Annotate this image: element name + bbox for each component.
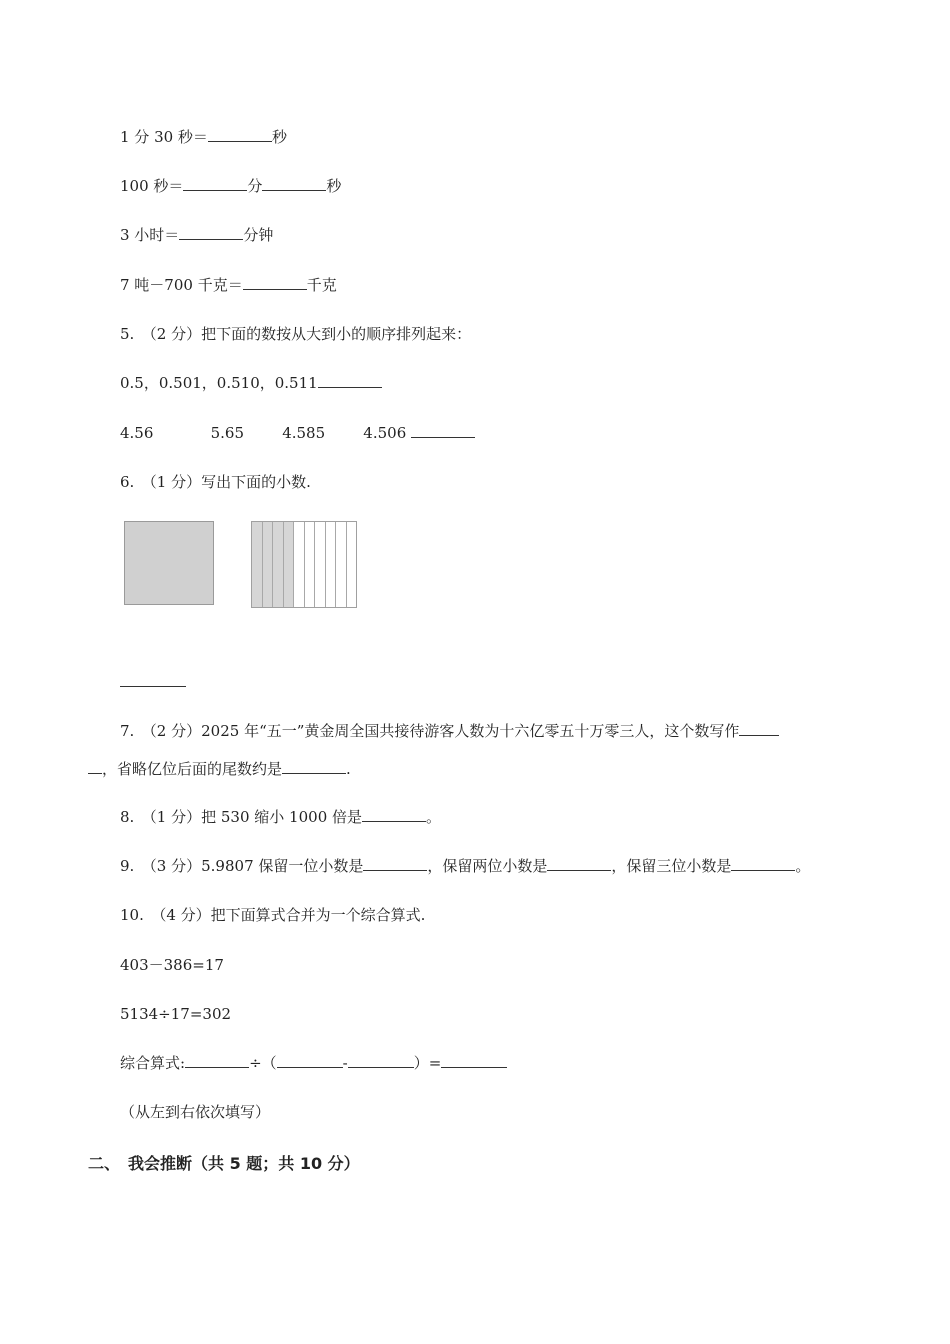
conversion-4: [120, 275, 337, 295]
combined-equation: [120, 1053, 507, 1073]
question-9-end: 。: [795, 857, 811, 875]
conversion-3: [120, 225, 273, 245]
conversion-4-text: 7 吨－700 千克＝: [120, 276, 243, 294]
question-6-title: 6. （1 分）写出下面的小数.: [120, 473, 311, 491]
answer-blank[interactable]: [362, 807, 426, 822]
shaded-strip: [252, 522, 263, 607]
number-item: 5.65: [210, 424, 245, 442]
question-7-text: 7. （2 分）2025 年“五一”黄金周全国共接待游客人数为十六亿零五十万零三人，这个数写作: [120, 722, 740, 740]
question-9-text-2: ，保留两位小数是: [427, 857, 548, 875]
combined-label: 综合算式:: [120, 1054, 186, 1072]
answer-blank[interactable]: [411, 423, 475, 438]
empty-strip: [305, 522, 316, 607]
answer-blank[interactable]: [282, 759, 346, 774]
shaded-strip: [284, 522, 295, 607]
question-8-end: 。: [426, 808, 442, 826]
answer-blank[interactable]: [179, 225, 243, 240]
fill-order-note: （从左到右依次填写）: [120, 1103, 271, 1121]
answer-blank[interactable]: [120, 686, 186, 687]
answer-blank[interactable]: [363, 856, 427, 871]
equation-1: 403－386=17: [120, 956, 224, 974]
question-9: [120, 856, 810, 876]
question-7-tail: ，省略亿位后面的尾数约是: [102, 760, 283, 778]
minus-symbol: -: [342, 1054, 348, 1072]
empty-strip: [336, 522, 347, 607]
question-7-end: .: [346, 760, 351, 778]
question-10-title: 10. （4 分）把下面算式合并为一个综合算式.: [120, 906, 426, 924]
answer-blank[interactable]: [731, 856, 795, 871]
answer-blank[interactable]: [208, 127, 272, 142]
conversion-3-text: 3 小时＝: [120, 226, 180, 244]
answer-blank[interactable]: [318, 373, 382, 388]
empty-strip: [294, 522, 305, 607]
number-item: 4.585: [282, 424, 326, 442]
number-item: 4.56: [120, 424, 154, 442]
question-9-text-3: ，保留三位小数是: [611, 857, 732, 875]
equals-symbol: ）=: [413, 1054, 442, 1072]
answer-blank[interactable]: [185, 1053, 249, 1068]
answer-blank[interactable]: [88, 759, 102, 774]
number-item: 4.506: [363, 424, 407, 442]
strip-square-figure: [251, 521, 357, 608]
shaded-strip: [263, 522, 274, 607]
empty-strip: [326, 522, 337, 607]
answer-blank[interactable]: [262, 176, 326, 191]
question-9-text: 9. （3 分）5.9807 保留一位小数是: [120, 857, 364, 875]
answer-blank[interactable]: [243, 275, 307, 290]
question-7-line-1: [120, 721, 779, 741]
answer-blank[interactable]: [739, 721, 779, 736]
conversion-4-unit: 千克: [306, 276, 337, 294]
division-symbol: ÷（: [249, 1054, 277, 1072]
shaded-square-figure: [124, 521, 214, 605]
conversion-2-text: 100 秒＝: [120, 177, 184, 195]
conversion-2-unit-1: 分: [247, 177, 263, 195]
empty-strip: [347, 522, 357, 607]
conversion-3-unit: 分钟: [243, 226, 274, 244]
question-5-row-1: [120, 373, 382, 393]
conversion-1-unit: 秒: [271, 128, 287, 146]
equation-2: 5134÷17=302: [120, 1005, 232, 1023]
question-7-line-2: [88, 759, 351, 779]
answer-blank[interactable]: [183, 176, 247, 191]
question-5-title: 5. （2 分）把下面的数按从大到小的顺序排列起来：: [120, 325, 472, 343]
conversion-2-unit-2: 秒: [326, 177, 342, 195]
empty-strip: [315, 522, 326, 607]
question-5-row-2: [120, 423, 475, 443]
shaded-strip: [273, 522, 284, 607]
section-2-heading: 二、 我会推断（共 5 题；共 10 分）: [88, 1154, 360, 1173]
conversion-1-text: 1 分 30 秒＝: [120, 128, 208, 146]
answer-blank[interactable]: [277, 1053, 343, 1068]
question-8: [120, 807, 441, 827]
answer-blank[interactable]: [348, 1053, 414, 1068]
answer-blank[interactable]: [441, 1053, 507, 1068]
answer-blank[interactable]: [547, 856, 611, 871]
number-list-1: 0.5，0.501，0.510，0.511: [120, 374, 318, 392]
conversion-2: [120, 176, 341, 196]
question-8-text: 8. （1 分）把 530 缩小 1000 倍是: [120, 808, 363, 826]
conversion-1: [120, 127, 287, 147]
